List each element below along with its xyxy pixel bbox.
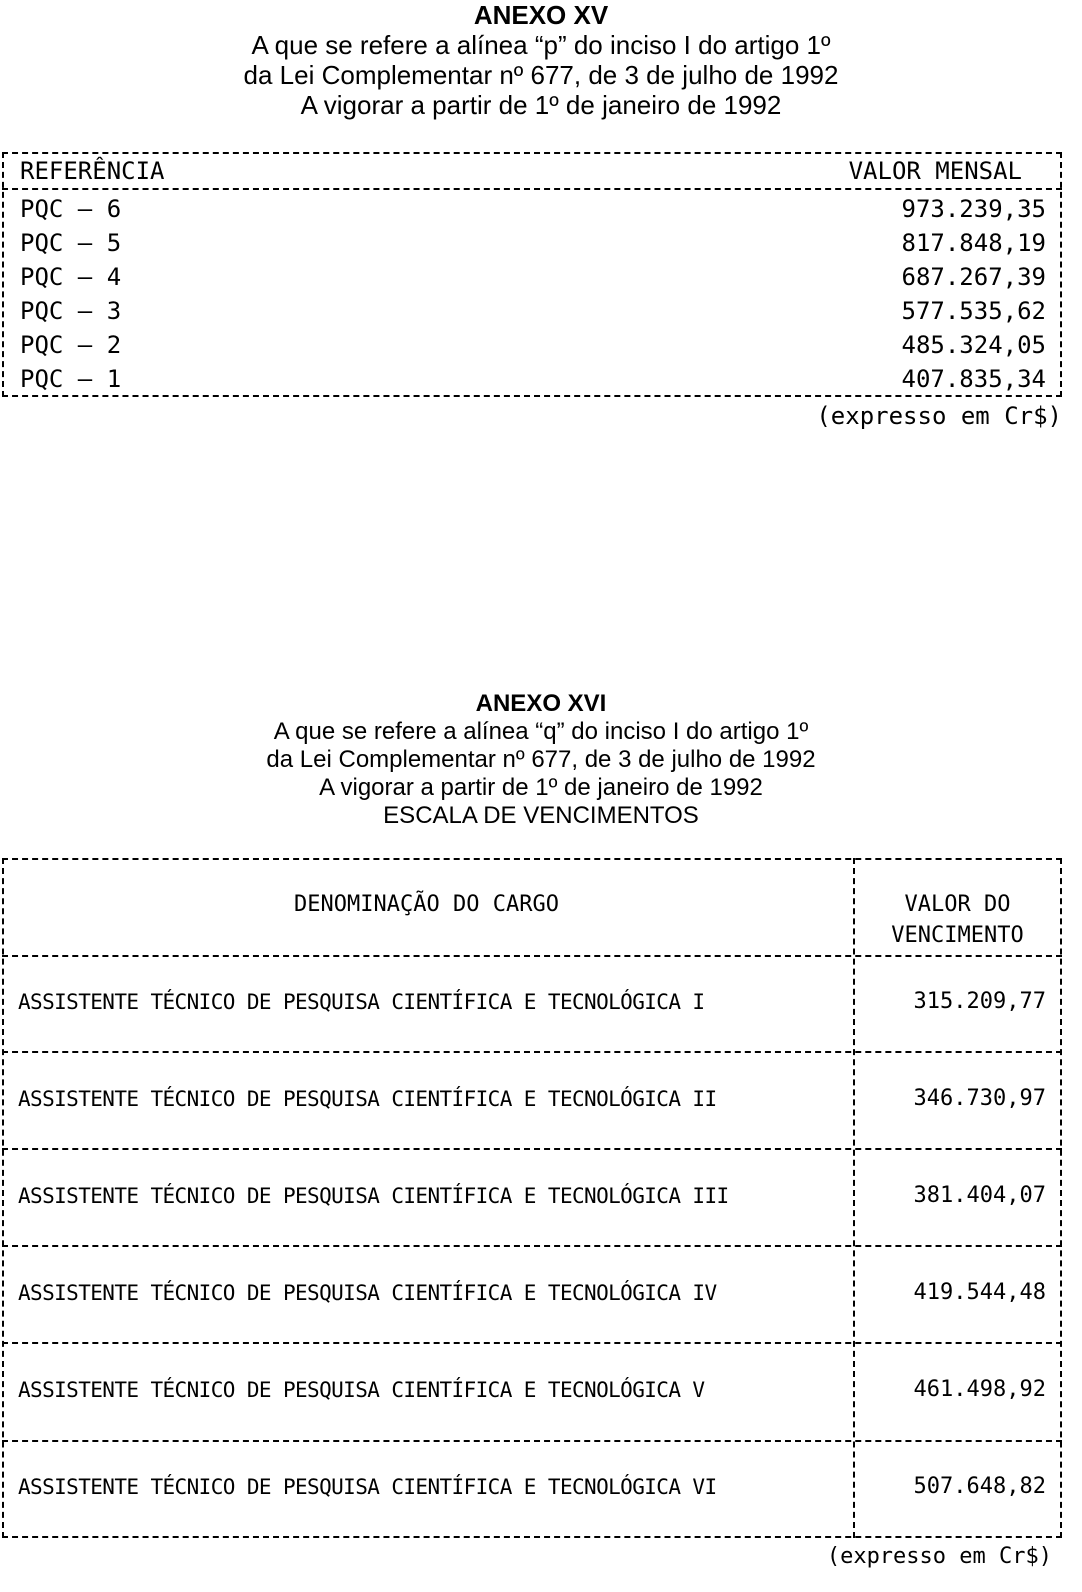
anexo-xvi-valor: 381.404,07 [913, 1183, 1046, 1208]
anexo-xv-ref: PQC – 5 [20, 229, 122, 257]
anexo-xv-subtitle-3: A vigorar a partir de 1º de janeiro de 1992 [300, 90, 782, 120]
anexo-xvi-valor: 419.544,48 [913, 1280, 1046, 1305]
anexo-xvi-subtitle-1: A que se refere a alínea “q” do inciso I do artigo 1º [273, 718, 809, 745]
anexo-xv-title: ANEXO XV [473, 0, 609, 30]
anexo-xv-val: 687.267,39 [901, 263, 1046, 291]
anexo-xvi-row-divider [2, 1148, 1062, 1150]
anexo-xvi-cargo: ASSISTENTE TÉCNICO DE PESQUISA CIENTÍFICA E TECNOLÓGICA II [18, 1087, 717, 1111]
anexo-xvi-currency-note: (expresso em Cr$) [826, 1544, 1052, 1569]
anexo-xv-ref: PQC – 3 [20, 297, 122, 325]
anexo-xvi-cargo: ASSISTENTE TÉCNICO DE PESQUISA CIENTÍFICA E TECNOLÓGICA VI [18, 1475, 717, 1499]
anexo-xv-subtitle-2: da Lei Complementar nº 677, de 3 de julho de 1992 [243, 60, 839, 90]
anexo-xv-ref: PQC – 4 [20, 263, 122, 291]
anexo-xv-val: 973.239,35 [901, 195, 1046, 223]
anexo-xvi-valor: 315.209,77 [913, 989, 1046, 1014]
anexo-xv-subtitle-1: A que se refere a alínea “p” do inciso I do artigo 1º [251, 30, 831, 60]
anexo-xvi-subtitle-4: ESCALA DE VENCIMENTOS [383, 802, 699, 829]
anexo-xvi-cargo: ASSISTENTE TÉCNICO DE PESQUISA CIENTÍFICA E TECNOLÓGICA I [18, 990, 705, 1014]
anexo-xvi-cargo: ASSISTENTE TÉCNICO DE PESQUISA CIENTÍFICA E TECNOLÓGICA IV [18, 1281, 717, 1305]
anexo-xv-val: 485.324,05 [901, 331, 1046, 359]
anexo-xv-header-referencia: REFERÊNCIA [20, 157, 165, 185]
anexo-xvi-row-divider [2, 1440, 1062, 1442]
anexo-xv-header-divider [2, 188, 1062, 190]
anexo-xv-val: 817.848,19 [901, 229, 1046, 257]
anexo-xv-val: 577.535,62 [901, 297, 1046, 325]
anexo-xv-ref: PQC – 1 [20, 365, 122, 393]
anexo-xv-val: 407.835,34 [901, 365, 1046, 393]
anexo-xvi-valor: 507.648,82 [913, 1474, 1046, 1499]
anexo-xvi-subtitle-3: A vigorar a partir de 1º de janeiro de 1992 [319, 774, 763, 801]
anexo-xvi-row-divider [2, 1342, 1062, 1344]
anexo-xvi-valor: 346.730,97 [913, 1086, 1046, 1111]
anexo-xvi-header-valor-2: VENCIMENTO [891, 923, 1024, 948]
anexo-xv-currency-note: (expresso em Cr$) [816, 402, 1062, 430]
anexo-xv-header-valor-mensal: VALOR MENSAL [848, 157, 1022, 185]
anexo-xvi-column-divider [853, 858, 855, 1538]
anexo-xv-ref: PQC – 2 [20, 331, 122, 359]
anexo-xvi-cargo: ASSISTENTE TÉCNICO DE PESQUISA CIENTÍFICA E TECNOLÓGICA V [18, 1378, 705, 1402]
anexo-xvi-row-divider [2, 1051, 1062, 1053]
anexo-xvi-row-divider [2, 1245, 1062, 1247]
anexo-xvi-title: ANEXO XVI [475, 690, 607, 717]
anexo-xvi-subtitle-2: da Lei Complementar nº 677, de 3 de julho de 1992 [266, 746, 816, 773]
anexo-xv-ref: PQC – 6 [20, 195, 122, 223]
anexo-xvi-header-valor-1: VALOR DO [904, 892, 1011, 917]
anexo-xvi-header-cargo: DENOMINAÇÃO DO CARGO [294, 892, 559, 917]
anexo-xvi-row-divider [2, 955, 1062, 957]
anexo-xvi-cargo: ASSISTENTE TÉCNICO DE PESQUISA CIENTÍFICA E TECNOLÓGICA III [18, 1184, 729, 1208]
anexo-xvi-valor: 461.498,92 [913, 1377, 1046, 1402]
